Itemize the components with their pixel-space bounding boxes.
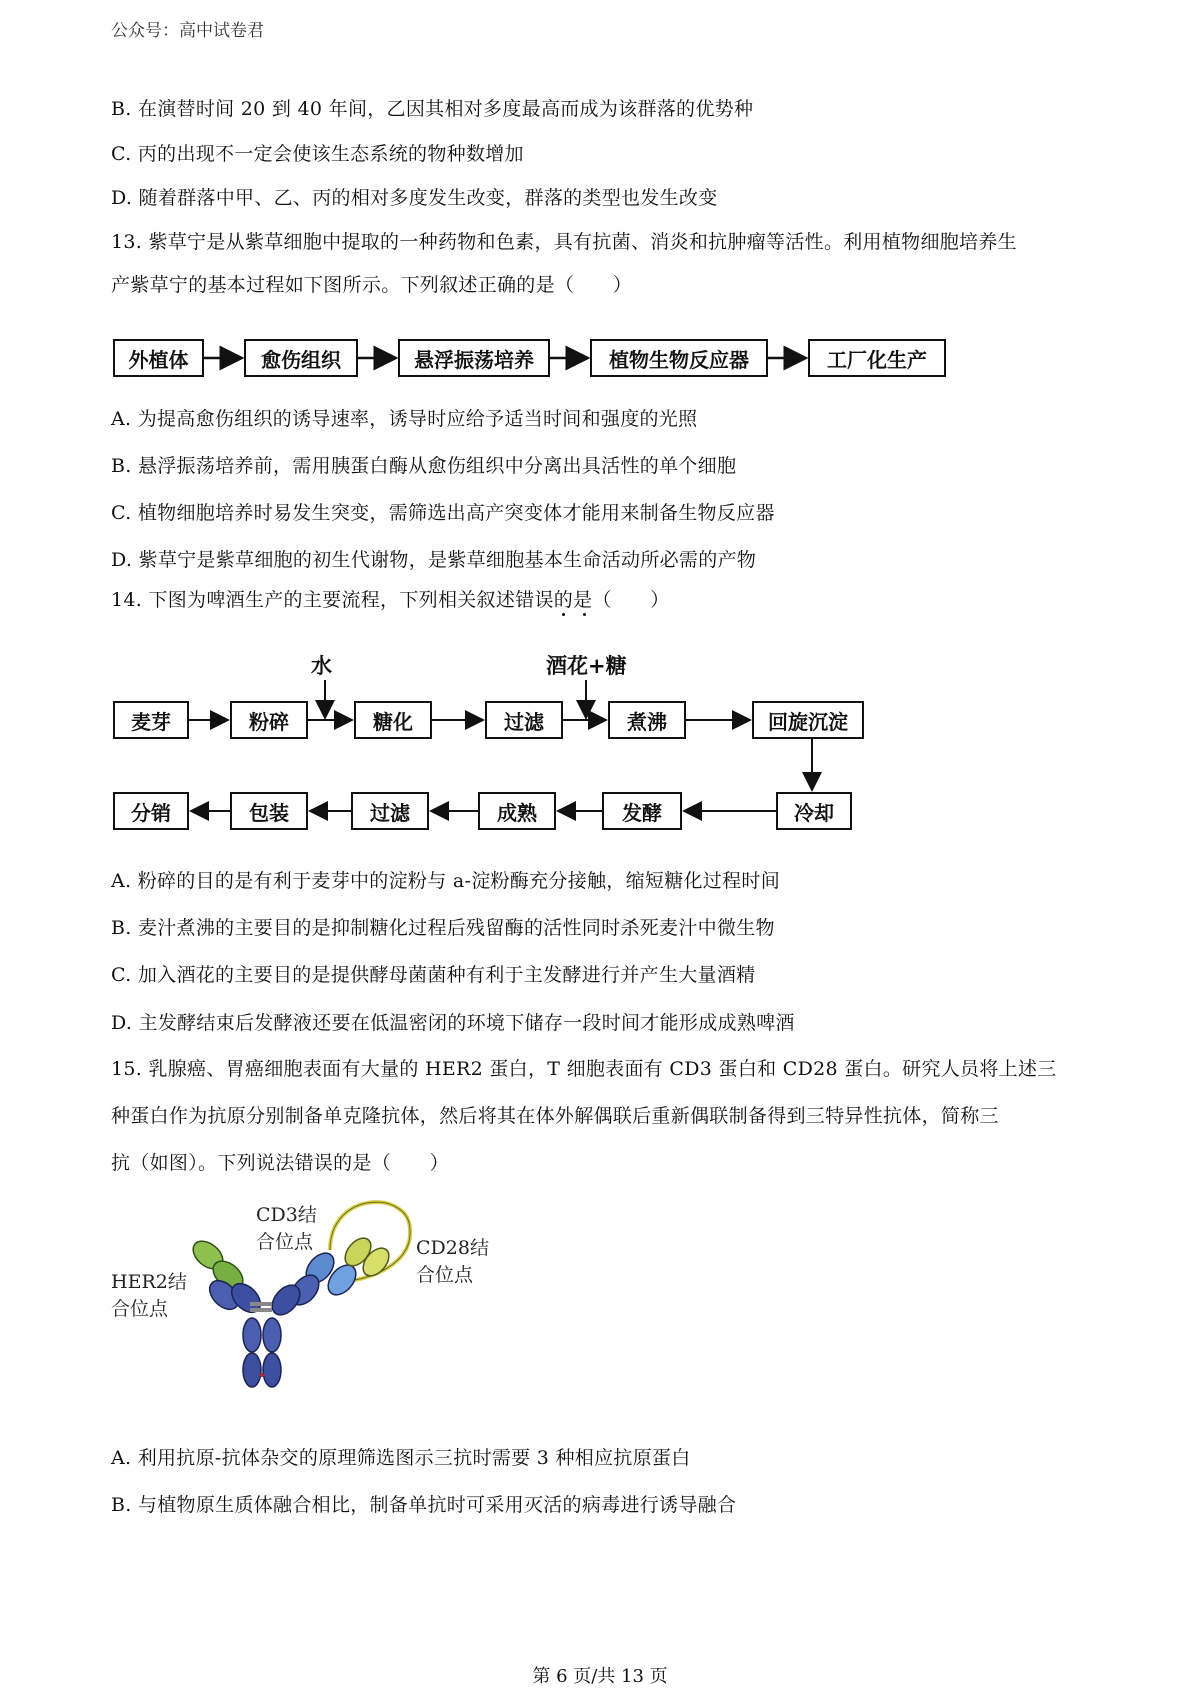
flow-box-explant: 外植体 <box>113 339 204 377</box>
her2-label-line1: HER2结 <box>111 1271 187 1293</box>
flow-box-cooling: 冷却 <box>776 792 852 830</box>
q15-stem-line3: 抗（如图）。下列说法错误的是（ ） <box>111 1152 449 1174</box>
cd28-label-line2: 合位点 <box>416 1264 474 1286</box>
flow-box-maturation: 成熟 <box>478 792 556 830</box>
flow-box-saccharification: 糖化 <box>354 701 432 739</box>
flow-box-factory-production: 工厂化生产 <box>808 339 946 377</box>
flow-box-bioreactor: 植物生物反应器 <box>590 339 768 377</box>
input-water-label: 水 <box>311 654 332 678</box>
q14-option-c: C. 加入酒花的主要目的是提供酵母菌菌种有利于主发酵进行并产生大量酒精 <box>111 964 756 986</box>
q13-stem-line1: 13. 紫草宁是从紫草细胞中提取的一种药物和色素，具有抗菌、消炎和抗肿瘤等活性。利用植物细胞培养生 <box>111 231 1017 253</box>
q14-stem: 14. 下图为啤酒生产的主要流程，下列相关叙述错误的是（ ） <box>111 589 670 611</box>
flow-box-boiling: 煮沸 <box>608 701 686 739</box>
q15-option-a: A. 利用抗原-抗体杂交的原理筛选图示三抗时需要 3 种相应抗原蛋白 <box>111 1447 691 1469</box>
input-hops-sugar-label: 酒花+糖 <box>546 654 627 678</box>
q13-stem-line2: 产紫草宁的基本过程如下图所示。下列叙述正确的是（ ） <box>111 274 633 296</box>
q12-option-d: D. 随着群落中甲、乙、丙的相对多度发生改变，群落的类型也发生改变 <box>111 187 718 209</box>
q14-option-d: D. 主发酵结束后发酵液还要在低温密闭的环境下储存一段时间才能形成成熟啤酒 <box>111 1012 795 1034</box>
q12-option-c: C. 丙的出现不一定会使该生态系统的物种数增加 <box>111 143 524 165</box>
source-header: 公众号：高中试卷君 <box>111 21 264 41</box>
flow-box-distribution: 分销 <box>113 792 189 830</box>
q13-option-c: C. 植物细胞培养时易发生突变，需筛选出高产突变体才能用来制备生物反应器 <box>111 502 775 524</box>
her2-label-line2: 合位点 <box>111 1298 169 1320</box>
q14-option-b: B. 麦汁煮沸的主要目的是抑制糖化过程后残留酶的活性同时杀死麦汁中微生物 <box>111 917 775 939</box>
cd3-label-line1: CD3结 <box>256 1204 317 1226</box>
q15-stem-line1: 15. 乳腺癌、胃癌细胞表面有大量的 HER2 蛋白，T 细胞表面有 CD3 蛋白和 CD28 蛋白。研究人员将上述三 <box>111 1058 1057 1080</box>
q12-option-b: B. 在演替时间 20 到 40 年间，乙因其相对多度最高而成为该群落的优势种 <box>111 98 754 120</box>
q15-stem-line2: 种蛋白作为抗原分别制备单克隆抗体，然后将其在体外解偶联后重新偶联制备得到三特异性抗体，简称三 <box>111 1105 999 1127</box>
flow-box-filter-2: 过滤 <box>351 792 429 830</box>
flow-box-malt: 麦芽 <box>113 701 189 739</box>
q13-option-a: A. 为提高愈伤组织的诱导速率，诱导时应给予适当时间和强度的光照 <box>111 408 698 430</box>
cd28-label-line1: CD28结 <box>416 1237 489 1259</box>
flow-box-filter-1: 过滤 <box>485 701 563 739</box>
flow-box-packaging: 包装 <box>230 792 308 830</box>
flow-box-suspension-culture: 悬浮振荡培养 <box>398 339 550 377</box>
page-number: 第 6 页/共 13 页 <box>532 1666 668 1687</box>
flow-box-crushing: 粉碎 <box>230 701 308 739</box>
flow-box-fermentation: 发酵 <box>602 792 682 830</box>
q13-option-d: D. 紫草宁是紫草细胞的初生代谢物，是紫草细胞基本生命活动所必需的产物 <box>111 549 757 571</box>
q15-option-b: B. 与植物原生质体融合相比，制备单抗时可采用灭活的病毒进行诱导融合 <box>111 1494 737 1516</box>
flow-box-callus: 愈伤组织 <box>244 339 358 377</box>
antibody-illustration <box>180 1190 430 1420</box>
q13-option-b: B. 悬浮振荡培养前，需用胰蛋白酶从愈伤组织中分离出具活性的单个细胞 <box>111 455 737 477</box>
flow-box-whirlpool: 回旋沉淀 <box>752 701 864 739</box>
cd3-label-line2: 合位点 <box>256 1231 314 1253</box>
q14-option-a: A. 粉碎的目的是有利于麦芽中的淀粉与 a-淀粉酶充分接触，缩短糖化过程时间 <box>111 870 780 892</box>
